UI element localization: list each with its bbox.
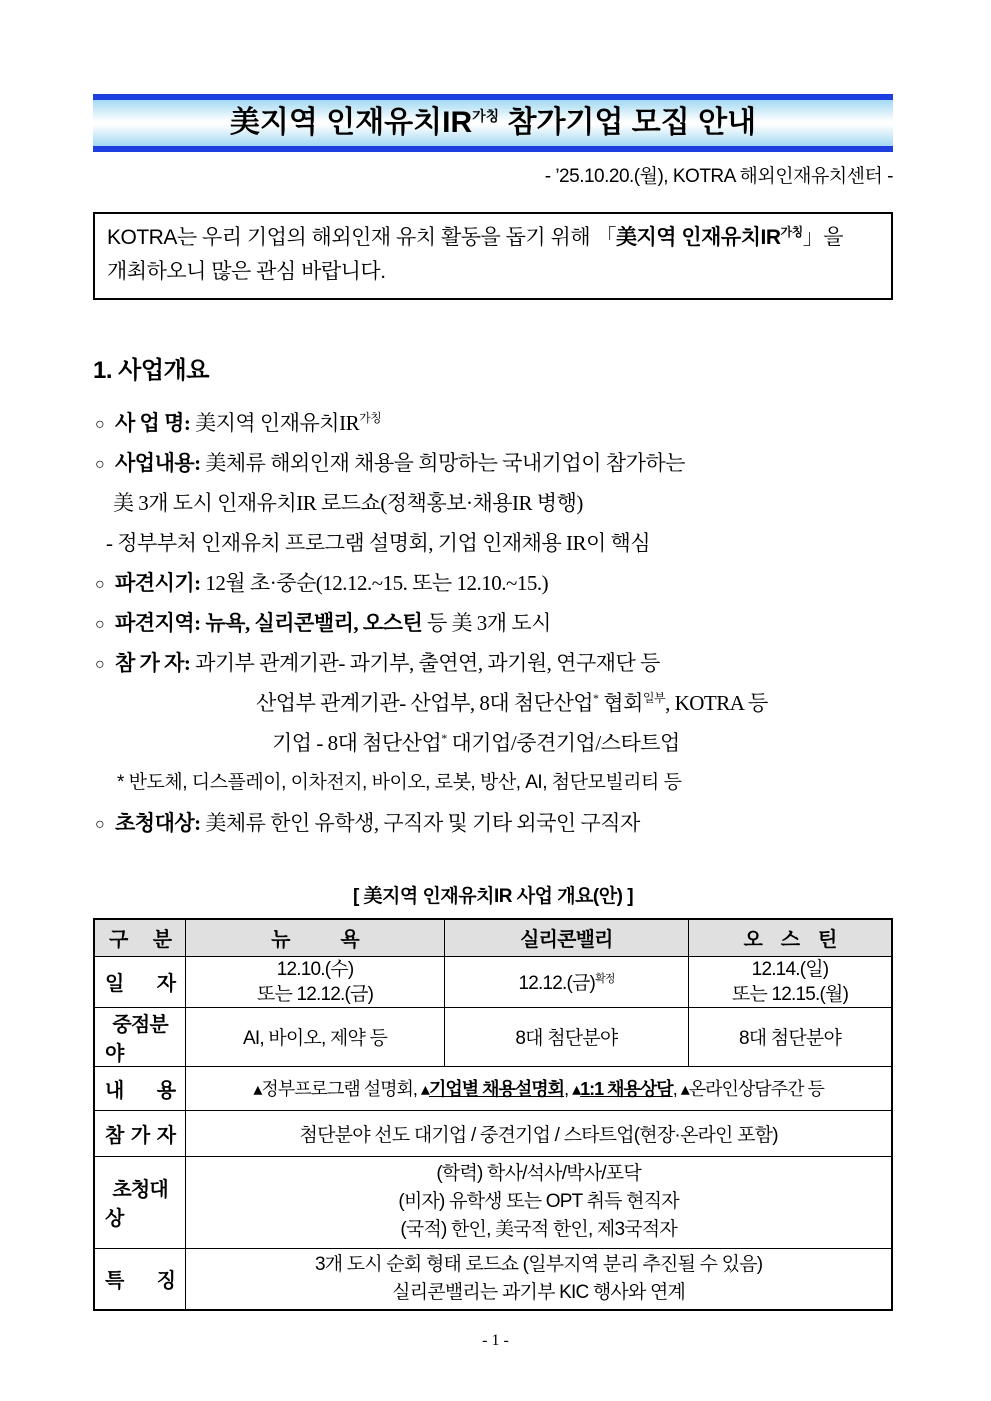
contents-em2: 1:1 채용상담 — [580, 1079, 673, 1099]
title-banner — [93, 94, 893, 152]
item-dispatch-timing-value: 12월 초·중순(12.12.~15. 또는 12.10.~15.) — [205, 571, 549, 595]
table-row-invitees — [94, 1156, 892, 1248]
item-participants — [93, 643, 893, 683]
invitees-line-nationality: (국적) 한인, 美국적 한인, 제3국적자 — [400, 1219, 677, 1240]
item-business-content-line3: - 정부부처 인재유치 프로그램 설명회, 기업 인재채용 IR이 핵심 — [106, 531, 651, 555]
features-value — [186, 1248, 892, 1310]
item-participants-line2 — [93, 683, 893, 723]
date-newyork-line2: 또는 12.12.(금) — [256, 983, 374, 1005]
contents-seg1: ▴정부프로그램 설명회, ▴ — [253, 1079, 429, 1099]
contents-seg2: , ▴ — [564, 1079, 581, 1099]
header-newyork: 뉴 욕 — [186, 919, 445, 956]
intro-superscript: 가칭 — [780, 225, 803, 239]
item-project-name — [93, 403, 893, 443]
industries-footnote: * 반도체, 디스플레이, 이차전지, 바이오, 로봇, 방산, AI, 첨단모빌리티 등 — [117, 772, 682, 793]
item-business-content — [93, 443, 893, 483]
table-row-features — [94, 1248, 892, 1310]
row-features-label: 특 징 — [94, 1248, 186, 1310]
date-austin-line2: 또는 12.15.(월) — [731, 983, 849, 1005]
row-invitees-label: 초청대상 — [94, 1156, 186, 1248]
contents-seg3: , ▴온라인상담주간 등 — [672, 1079, 824, 1099]
invitees-line-education: (학력) 학사/석사/박사/포닥 — [436, 1163, 641, 1184]
circle-bullet-icon: ○ — [95, 616, 105, 633]
item-business-content-label: 사업내용: — [115, 451, 201, 475]
header-category: 구 분 — [94, 919, 186, 956]
contents-value — [186, 1066, 892, 1110]
title-superscript: 가칭 — [472, 108, 500, 124]
participants-line3-pre: 기업 - 8대 첨단산업 — [272, 731, 442, 755]
item-business-content-value: 美체류 해외인재 채용을 희망하는 국내기업이 참가하는 — [205, 451, 685, 475]
date-newyork — [186, 956, 445, 1007]
item-project-name-sup: 가칭 — [359, 411, 382, 425]
page-number: - 1 - — [482, 1332, 509, 1349]
table-header-row — [94, 919, 892, 956]
date-sv-value: 12.12.(금) — [518, 973, 596, 994]
overview-table — [93, 918, 893, 1311]
row-focus-label: 중점분야 — [94, 1007, 186, 1066]
intro-text-line2: 개최하오니 많은 관심 바랍니다. — [107, 260, 386, 283]
item-dispatch-region — [93, 603, 893, 643]
banner-bottom-rule — [93, 146, 893, 152]
date-siliconvalley — [444, 956, 688, 1007]
document-title — [93, 100, 893, 146]
title-hanja: 美 — [229, 106, 260, 139]
contents-em1: 기업별 채용설명회 — [428, 1079, 565, 1099]
overview-list — [93, 403, 893, 843]
firms-value: 첨단분야 선도 대기업 / 중견기업 / 스타트업(현장·온라인 포함) — [186, 1110, 892, 1156]
intro-text-post: 」을 — [802, 226, 843, 249]
table-row-firms — [94, 1110, 892, 1156]
features-line1: 3개 도시 순회 형태 로드쇼 (일부지역 분리 추진될 수 있음) — [314, 1253, 763, 1275]
intro-text-pre: KOTRA는 우리 기업의 해외인재 유치 활동을 돕기 위해 「 — [107, 226, 616, 249]
date-sv-sup: 확정 — [595, 973, 615, 985]
dateline: - ’25.10.20.(월), KOTRA 해외인재유치센터 - — [544, 166, 893, 187]
participants-line2-pre: 산업부 관계기관- 산업부, 8대 첨단산업 — [256, 691, 594, 715]
circle-bullet-icon: ○ — [95, 816, 105, 833]
header-austin: 오 스 틴 — [689, 919, 893, 956]
item-dispatch-timing-label: 파견시기: — [115, 571, 201, 595]
date-austin — [689, 956, 893, 1007]
item-participants-line3 — [93, 723, 893, 763]
circle-bullet-icon: ○ — [95, 576, 105, 593]
date-newyork-line1: 12.10.(수) — [276, 958, 354, 980]
invitees-line-visa: (비자) 유학생 또는 OPT 취득 현직자 — [398, 1191, 679, 1212]
table-caption: [ 美지역 인재유치IR 사업 개요(안) ] — [352, 886, 634, 907]
circle-bullet-icon: ○ — [95, 416, 105, 433]
circle-bullet-icon: ○ — [95, 456, 105, 473]
row-contents-label: 내 용 — [94, 1066, 186, 1110]
section-heading: 1. 사업개요 — [93, 357, 209, 384]
circle-bullet-icon: ○ — [95, 656, 105, 673]
title-rest: 참가기업 모집 안내 — [499, 106, 757, 139]
table-row-contents — [94, 1066, 892, 1110]
item-invitees — [93, 803, 893, 843]
item-participants-value: 과기부 관계기관- 과기부, 출연연, 과기원, 연구재단 등 — [195, 651, 660, 675]
intro-text-bold: 美지역 인재유치IR — [615, 226, 781, 249]
focus-austin: 8대 첨단분야 — [689, 1007, 893, 1066]
focus-siliconvalley: 8대 첨단분야 — [444, 1007, 688, 1066]
participants-line2-mid: 협회 — [598, 691, 643, 715]
intro-box — [93, 212, 893, 300]
item-invitees-value: 美체류 한인 유학생, 구직자 및 기타 외국인 구직자 — [205, 811, 640, 835]
item-participants-label: 참 가 자: — [115, 651, 191, 675]
table-row-date — [94, 956, 892, 1007]
participants-line3-asterisk: * — [441, 731, 447, 745]
features-line2: 실리콘밸리는 과기부 KIC 행사와 연계 — [392, 1281, 686, 1303]
participants-line2-post: , KOTRA 등 — [665, 691, 768, 715]
item-project-name-label: 사 업 명: — [115, 411, 191, 435]
participants-line2-asterisk: * — [593, 691, 599, 705]
row-firms-label: 참 가 자 — [94, 1110, 186, 1156]
item-dispatch-region-label: 파견지역: — [115, 611, 201, 635]
invitees-value — [186, 1156, 892, 1248]
date-austin-line1: 12.14.(일) — [751, 958, 829, 980]
title-main: 지역 인재유치IR — [259, 106, 473, 139]
participants-line2-sup: 일부 — [642, 691, 666, 705]
header-siliconvalley: 실리콘밸리 — [444, 919, 688, 956]
item-business-content-line2: 美 3개 도시 인재유치IR 로드쇼(정책홍보·채용IR 병행) — [113, 491, 583, 515]
item-project-name-value: 美지역 인재유치IR — [195, 411, 360, 435]
row-date-label: 일 자 — [94, 956, 186, 1007]
item-dispatch-timing — [93, 563, 893, 603]
focus-newyork: AI, 바이오, 제약 등 — [186, 1007, 445, 1066]
item-dispatch-region-rest: 등 美 3개 도시 — [422, 611, 551, 635]
item-dispatch-region-cities: 뉴욕, 실리콘밸리, 오스틴 — [205, 611, 423, 635]
participants-line3-post: 대기업/중견기업/스타트업 — [446, 731, 680, 755]
table-row-focus — [94, 1007, 892, 1066]
item-invitees-label: 초청대상: — [115, 811, 201, 835]
